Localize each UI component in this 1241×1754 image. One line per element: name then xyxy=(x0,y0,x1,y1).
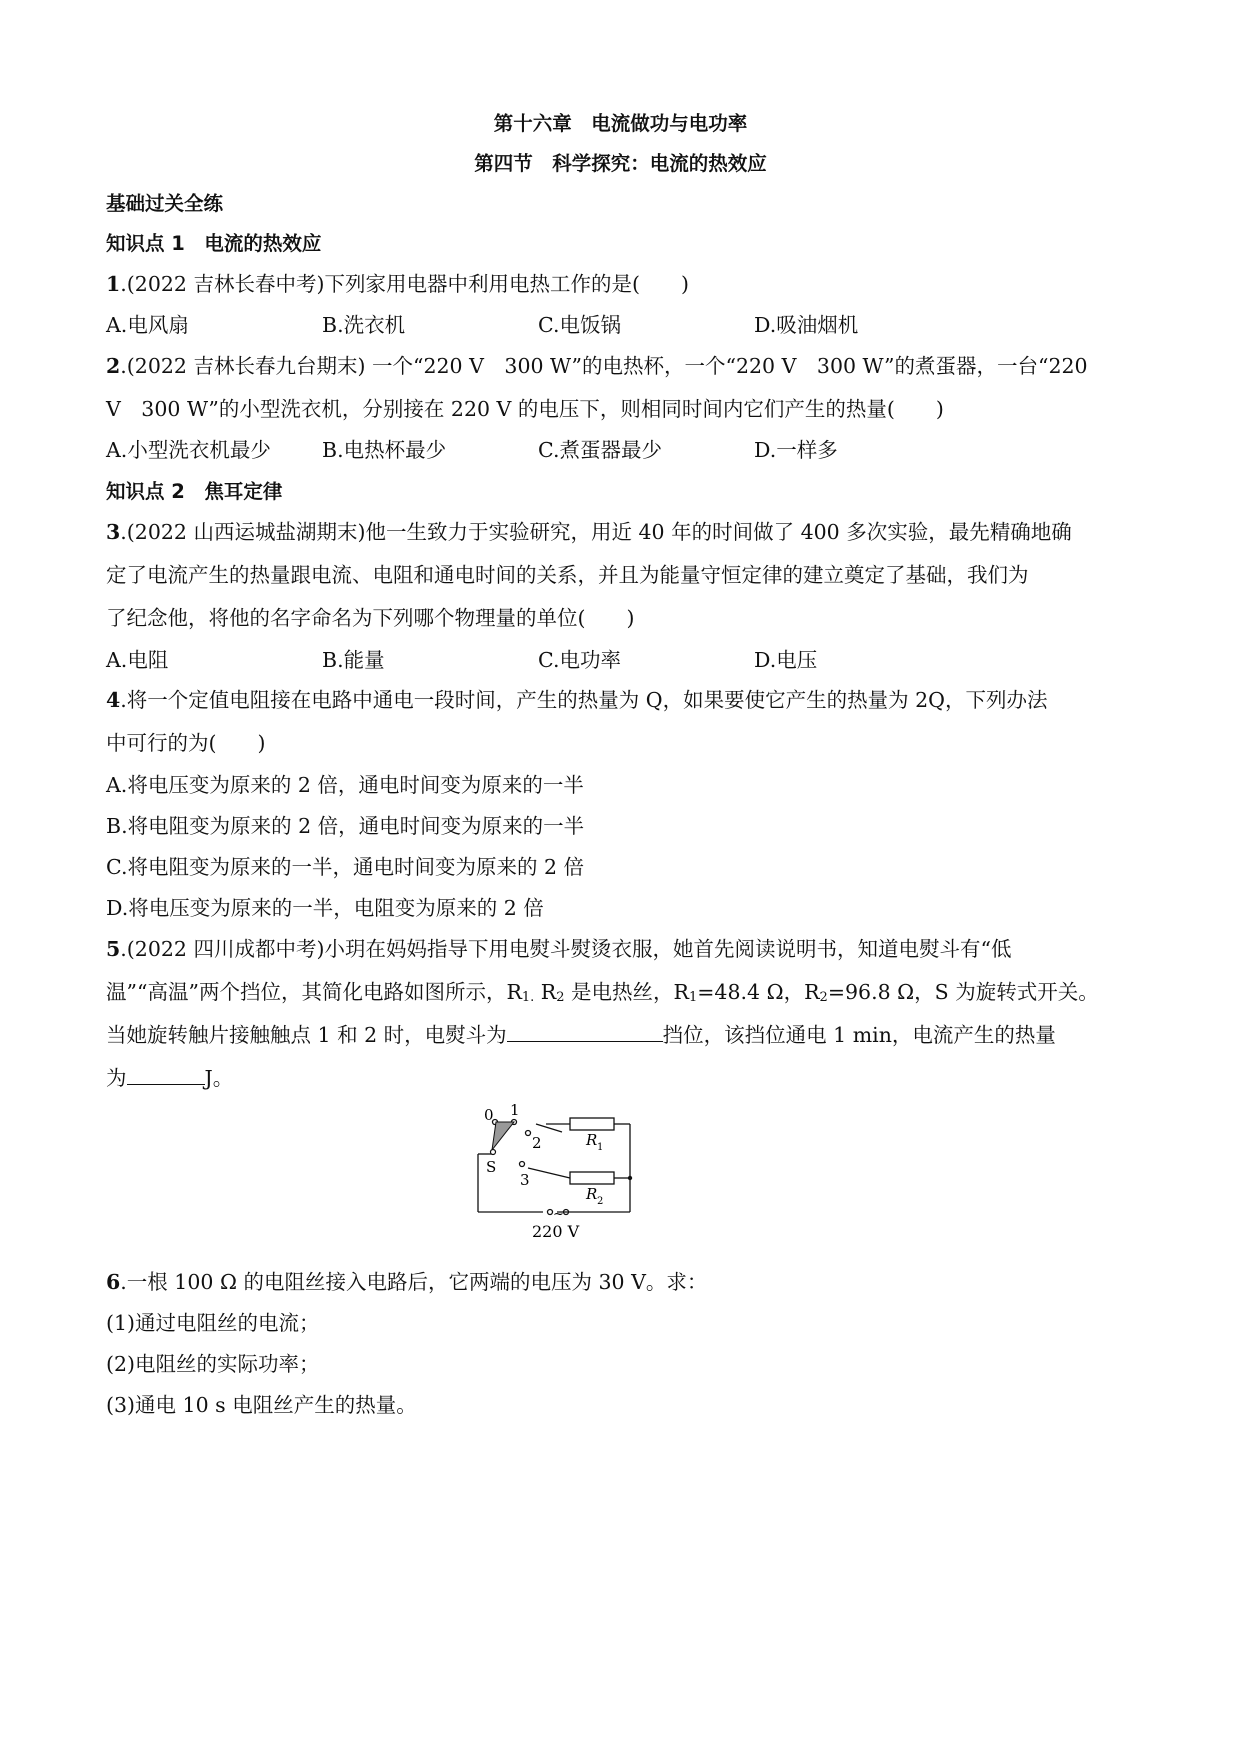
question-number: 3 xyxy=(106,520,121,544)
label-r2: R xyxy=(586,1185,598,1203)
option-a: A.将电压变为原来的 2 倍，通电时间变为原来的一半 xyxy=(106,773,584,797)
label-r1-sub: 1 xyxy=(597,1142,604,1153)
label-2: 2 xyxy=(532,1134,542,1152)
junction-dot xyxy=(628,1176,632,1180)
label-ac-symbol: ~ xyxy=(553,1207,564,1222)
question-2-line-2: V 300 W”的小型洗衣机，分别接在 220 V 的电压下，则相同时间内它们产生的热量( ) xyxy=(106,397,944,421)
question-text-line-1: .将一个定值电阻接在电路中通电一段时间，产生的热量为 Q，如果要使它产生的热量为 2Q，下列办法 xyxy=(120,688,1048,712)
option-d: D.一样多 xyxy=(754,438,838,462)
option-a: A.电阻 xyxy=(106,648,169,672)
wire xyxy=(536,1124,562,1132)
question-number: 6 xyxy=(106,1270,121,1294)
subscript: 2 xyxy=(556,990,565,1005)
question-5 xyxy=(106,935,1011,963)
section-title: 第四节 科学探究：电流的热效应 xyxy=(474,152,767,175)
text-segment: 当她旋转触片接触触点 1 和 2 时，电熨斗为 xyxy=(106,1023,507,1047)
knowledge-point-1: 知识点 1 电流的热效应 xyxy=(106,232,322,255)
option-d: D.将电压变为原来的一半，电阻变为原来的 2 倍 xyxy=(106,896,544,920)
question-3-line-2: 定了电流产生的热量跟电流、电阻和通电时间的关系，并且为能量守恒定律的建立奠定了基础，我们为 xyxy=(106,563,1029,587)
rotary-switch-blade xyxy=(492,1122,514,1150)
option-c: C.将电阻变为原来的一半，通电时间变为原来的 2 倍 xyxy=(106,855,585,879)
text-segment: 挡位，该挡位通电 1 min，电流产生的热量 xyxy=(662,1023,1056,1047)
question-text-line-1: .(2022 吉林长春九台期末) 一个“220 V 300 W”的电热杯，一个“220 V 300 W”的煮蛋器，一台“220 xyxy=(120,354,1088,378)
answer-blank-1[interactable] xyxy=(507,1021,663,1042)
option-a: A.电风扇 xyxy=(106,313,189,337)
question-3 xyxy=(106,518,1072,546)
question-5-line-3 xyxy=(106,1021,1056,1049)
resistor-r2 xyxy=(570,1172,614,1184)
chapter-title: 第十六章 电流做功与电功率 xyxy=(493,112,748,135)
label-switch: S xyxy=(486,1158,497,1176)
subscript: 2 xyxy=(819,990,828,1005)
question-4 xyxy=(106,686,1047,714)
option-d: D.吸油烟机 xyxy=(754,313,859,337)
label-r2-sub: 2 xyxy=(597,1196,604,1207)
question-text: .一根 100 Ω 的电阻丝接入电路后，它两端的电压为 30 V。求： xyxy=(120,1270,708,1294)
text-segment: 温”“高温”两个挡位，其简化电路如图所示，R xyxy=(106,980,522,1004)
option-b: B.电热杯最少 xyxy=(322,438,447,462)
label-0: 0 xyxy=(484,1106,494,1124)
text-segment: J。 xyxy=(204,1066,234,1090)
part-title: 基础过关全练 xyxy=(106,192,224,215)
text-segment: =96.8 Ω，S 为旋转式开关。 xyxy=(827,980,1099,1004)
terminal-left xyxy=(548,1210,553,1215)
question-2 xyxy=(106,352,1088,380)
contact-3 xyxy=(520,1162,525,1167)
option-d: D.电压 xyxy=(754,648,818,672)
subscript: 1 xyxy=(688,990,698,1005)
subscript: 1. xyxy=(521,990,535,1005)
text-segment: 是电热丝，R xyxy=(564,980,689,1004)
question-4-line-2: 中可行的为( ) xyxy=(106,731,266,755)
label-3: 3 xyxy=(520,1171,530,1189)
sub-question-2: (2)电阻丝的实际功率； xyxy=(106,1352,320,1376)
option-b: B.将电阻变为原来的 2 倍，通电时间变为原来的一半 xyxy=(106,814,585,838)
label-r1: R xyxy=(586,1131,598,1149)
option-b: B.能量 xyxy=(322,648,385,672)
option-c: C.煮蛋器最少 xyxy=(538,438,662,462)
option-b: B.洗衣机 xyxy=(322,313,406,337)
question-1 xyxy=(106,270,689,298)
knowledge-point-2: 知识点 2 焦耳定律 xyxy=(106,480,283,503)
text-segment: 为 xyxy=(106,1066,127,1090)
question-number: 2 xyxy=(106,354,121,378)
option-a: A.小型洗衣机最少 xyxy=(106,438,271,462)
text-segment: =48.4 Ω，R xyxy=(697,980,820,1004)
question-number: 4 xyxy=(106,688,121,712)
circuit-diagram xyxy=(470,1100,670,1250)
sub-question-1: (1)通过电阻丝的电流； xyxy=(106,1311,320,1335)
question-text: .(2022 吉林长春中考)下列家用电器中利用电热工作的是( ) xyxy=(120,272,689,296)
answer-blank-2[interactable] xyxy=(127,1064,205,1085)
wire xyxy=(528,1168,570,1178)
question-number: 5 xyxy=(106,937,121,961)
question-text-line-1: .(2022 四川成都中考)小玥在妈妈指导下用电熨斗熨烫衣服，她首先阅读说明书，知道电熨斗有“低 xyxy=(120,937,1012,961)
label-1: 1 xyxy=(510,1101,520,1119)
option-c: C.电饭锅 xyxy=(538,313,621,337)
label-voltage: 220 V xyxy=(532,1222,580,1241)
contact-2 xyxy=(526,1131,531,1136)
option-c: C.电功率 xyxy=(538,648,621,672)
question-text-line-1: .(2022 山西运城盐湖期末)他一生致力于实验研究，用近 40 年的时间做了 400 多次实验，最先精确地确 xyxy=(120,520,1072,544)
text-segment: R xyxy=(534,980,557,1004)
question-number: 1 xyxy=(106,272,121,296)
question-6 xyxy=(106,1268,707,1296)
question-5-line-4 xyxy=(106,1064,233,1092)
question-5-line-2 xyxy=(106,978,1099,1012)
resistor-r1 xyxy=(570,1118,614,1130)
switch-pivot xyxy=(491,1150,496,1155)
sub-question-3: (3)通电 10 s 电阻丝产生的热量。 xyxy=(106,1393,417,1417)
question-3-line-3: 了纪念他，将他的名字命名为下列哪个物理量的单位( ) xyxy=(106,606,635,630)
